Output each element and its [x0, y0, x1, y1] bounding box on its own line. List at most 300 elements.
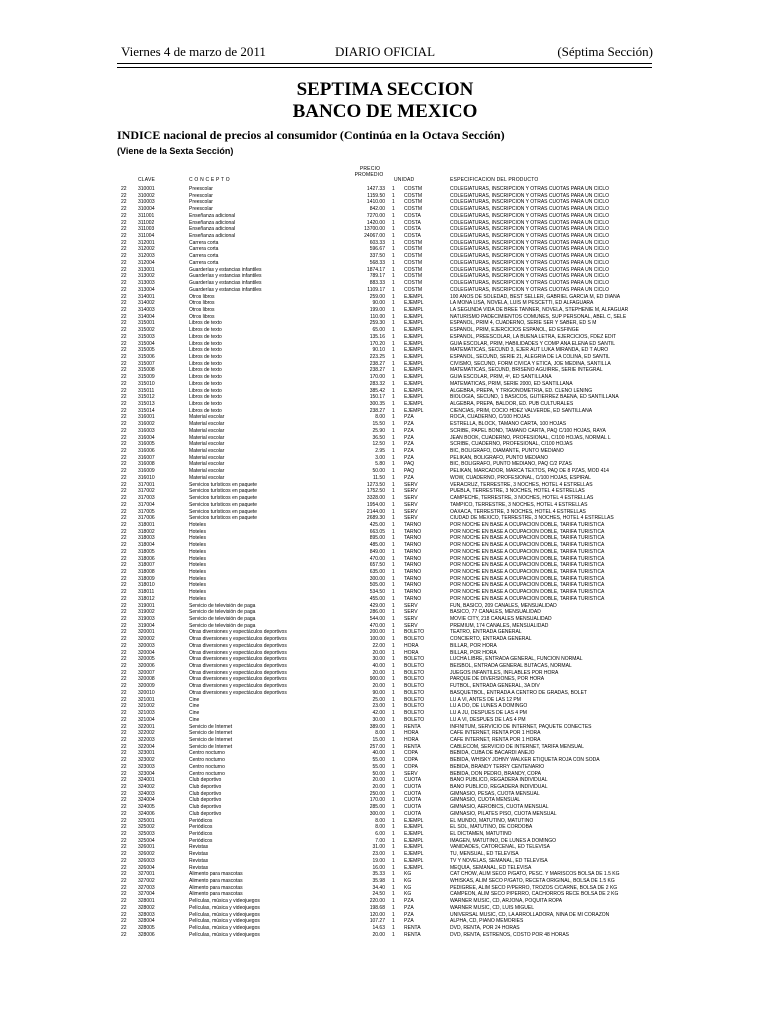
cell-cantidad: 1 — [392, 333, 395, 340]
cell-concepto: Material escolar — [189, 461, 225, 468]
table-row — [0, 260, 770, 267]
cell-clave: 316004 — [138, 434, 155, 441]
cell-unidad: HORA — [404, 649, 419, 656]
cell-cantidad: 1 — [392, 663, 395, 670]
cell-precio: 14.63 — [372, 925, 385, 932]
cell-concepto: Periódicos — [189, 817, 213, 824]
cell-cantidad: 1 — [392, 448, 395, 455]
cell-especificacion: POR NOCHE EN BASE A OCUPACION DOBLE, TARIFA TURISTICA — [450, 562, 605, 569]
cell-clave: 315006 — [138, 353, 155, 360]
table-row — [0, 717, 770, 724]
cell-unidad: TARNO — [404, 575, 422, 582]
cell-cantidad: 1 — [392, 891, 395, 898]
cell-precio: 3328.00 — [366, 495, 385, 502]
cell-precio: 7270.00 — [366, 212, 385, 219]
table-row — [0, 341, 770, 348]
cell-cantidad: 1 — [392, 542, 395, 549]
cell-especificacion: WHISKAS, ALIM SECO P/GATO, RECETA ORIGINAL, BOLSA DE 1.5 KG — [450, 878, 615, 885]
table-row — [0, 851, 770, 858]
cell-concepto: Hoteles — [189, 555, 206, 562]
cell-concepto: Otras diversiones y espectáculos deportivos — [189, 663, 287, 670]
cell-unidad: TARNO — [404, 595, 422, 602]
cell-cantidad: 1 — [392, 226, 395, 233]
cell-especificacion: ESPAÑOL, PRIM, EJERCICIOS ESPAÑOL, ED ESFINGE — [450, 327, 580, 334]
cell-entidad: 22 — [121, 891, 127, 898]
cell-concepto: Películas, música y videojuegos — [189, 898, 260, 905]
cell-concepto: Guarderías y estancias infantiles — [189, 273, 262, 280]
table-row — [0, 388, 770, 395]
cell-especificacion: CIVISMO, SECUND, FORM CIVICA Y ETICA, JOE MEDINA, SANTILLA — [450, 360, 611, 367]
cell-entidad: 22 — [121, 239, 127, 246]
cell-clave: 321004 — [138, 716, 155, 723]
cell-especificacion: MATEMATICAS, SECUND 3, EJER AUT LUKA MIRANDA, ED T AURO — [450, 347, 609, 354]
table-row — [0, 858, 770, 865]
cell-unidad: BOLETO — [404, 629, 425, 636]
cell-entidad: 22 — [121, 401, 127, 407]
cell-unidad: PZA — [404, 441, 414, 448]
cell-unidad: SERV — [404, 770, 418, 777]
cell-entidad: 22 — [121, 750, 127, 757]
table-row — [0, 267, 770, 274]
cell-unidad: BOLETO — [404, 676, 425, 683]
cell-unidad: COSTA — [404, 233, 421, 240]
cell-entidad: 22 — [121, 508, 127, 515]
cell-precio: 65.00 — [372, 327, 385, 334]
cell-precio: 30.00 — [372, 656, 385, 663]
table-row — [0, 401, 770, 408]
cell-precio: 485.00 — [369, 542, 385, 549]
cell-clave: 310003 — [138, 199, 155, 206]
cell-cantidad: 1 — [392, 454, 395, 461]
cell-precio: 6.00 — [375, 831, 385, 837]
cell-entidad: 22 — [121, 864, 127, 871]
cell-entidad: 22 — [121, 380, 127, 387]
cell-unidad: COSTM — [404, 266, 423, 273]
header-date: Viernes 4 de marzo de 2011 — [121, 44, 266, 59]
cell-clave: 315005 — [138, 347, 155, 354]
cell-especificacion: GUIA ESCOLAR, PRIM, HABILIDADES Y COMP ANA ELENA ED SANTIL — [450, 340, 616, 347]
cell-concepto: Alimento para mascotas — [189, 884, 243, 891]
table-row — [0, 784, 770, 791]
cell-concepto: Libros de texto — [189, 327, 222, 334]
cell-entidad: 22 — [121, 340, 127, 347]
table-row — [0, 233, 770, 240]
cell-precio: 7.00 — [375, 837, 385, 844]
cell-precio: 1159.50 — [367, 192, 385, 199]
cell-concepto: Enseñanza adicional — [189, 212, 236, 219]
cell-unidad: COSTM — [404, 192, 423, 199]
cell-unidad: RENTA — [404, 743, 421, 750]
cell-precio: 1427.33 — [366, 186, 385, 192]
table-row — [0, 804, 770, 811]
cell-cantidad: 1 — [392, 656, 395, 663]
cell-unidad: RENTA — [404, 925, 421, 932]
cell-clave: 320010 — [138, 689, 155, 696]
cell-unidad: BOLETO — [404, 716, 425, 723]
cell-unidad: HORA — [404, 736, 419, 743]
cell-cantidad: 1 — [392, 716, 395, 723]
cell-unidad: EJEMPL — [404, 817, 424, 824]
cell-cantidad: 1 — [392, 844, 395, 851]
cell-unidad: EJEMPL — [404, 824, 424, 831]
cell-cantidad: 1 — [392, 495, 395, 502]
cell-concepto: Hoteles — [189, 521, 206, 528]
cell-clave: 314002 — [138, 300, 155, 307]
table-row — [0, 488, 770, 495]
cell-unidad: COPA — [404, 750, 418, 757]
cell-concepto: Club deportivo — [189, 810, 222, 817]
table-row — [0, 441, 770, 448]
table-row — [0, 878, 770, 885]
table-row — [0, 777, 770, 784]
table-row — [0, 455, 770, 462]
cell-precio: 2.95 — [375, 448, 385, 455]
table-row — [0, 757, 770, 764]
cell-clave: 318012 — [138, 595, 155, 602]
cell-unidad: COSTM — [404, 259, 423, 266]
cell-especificacion: COLEGIATURAS, INSCRIPCION Y OTRAS CUOTAS PARA UN CICLO — [450, 199, 610, 206]
cell-especificacion: POR NOCHE EN BASE A OCUPACION DOBLE, TARIFA TURISTICA — [450, 535, 605, 542]
cell-entidad: 22 — [121, 689, 127, 696]
cell-concepto: Servicio de Internet — [189, 723, 233, 730]
table-row — [0, 334, 770, 341]
table-row — [0, 213, 770, 220]
cell-cantidad: 1 — [392, 857, 395, 864]
cell-cantidad: 1 — [392, 259, 395, 266]
cell-clave: 315007 — [138, 360, 155, 367]
cell-unidad: EJEMPL — [404, 340, 424, 347]
cell-clave: 315004 — [138, 340, 155, 347]
cell-clave: 313003 — [138, 280, 155, 287]
cell-unidad: PZA — [404, 421, 414, 428]
col-header-clave: CLAVE — [138, 177, 156, 183]
table-row — [0, 408, 770, 415]
cell-clave: 324004 — [138, 797, 155, 804]
cell-concepto: Películas, música y videojuegos — [189, 925, 260, 932]
cell-especificacion: ESPAÑOL, SECUND, SERIE 21, ALEGRIA DE LA COLINA, ED SANTIL — [450, 353, 610, 360]
table-row — [0, 475, 770, 482]
table-row — [0, 240, 770, 247]
cell-cantidad: 1 — [392, 347, 395, 354]
cell-especificacion: BILLAR, POR HORA — [450, 642, 497, 649]
cell-cantidad: 1 — [392, 864, 395, 871]
cell-clave: 318007 — [138, 562, 155, 569]
cell-cantidad: 1 — [392, 589, 395, 596]
cell-entidad: 22 — [121, 461, 127, 468]
cell-entidad: 22 — [121, 683, 127, 690]
cell-concepto: Material escolar — [189, 414, 225, 421]
cell-concepto: Otros libros — [189, 306, 215, 313]
cell-cantidad: 1 — [392, 548, 395, 555]
cell-clave: 315010 — [138, 380, 155, 387]
cell-precio: 12.50 — [372, 441, 385, 448]
cell-precio: 200.00 — [369, 629, 385, 636]
cell-precio: 120.00 — [369, 911, 385, 918]
cell-entidad: 22 — [121, 871, 127, 878]
cell-entidad: 22 — [121, 501, 127, 508]
cell-clave: 314004 — [138, 313, 155, 320]
table-row — [0, 569, 770, 576]
table-row — [0, 576, 770, 583]
cell-unidad: PZA — [404, 448, 414, 455]
cell-clave: 319004 — [138, 622, 155, 629]
cell-concepto: Libros de texto — [189, 394, 222, 401]
cell-precio: 842.00 — [369, 206, 385, 213]
cell-precio: 199.00 — [369, 306, 385, 313]
cell-entidad: 22 — [121, 353, 127, 360]
cell-clave: 316010 — [138, 474, 155, 481]
cell-unidad: EJEMPL — [404, 360, 424, 367]
cell-especificacion: POR NOCHE EN BASE A OCUPACION DOBLE, TARIFA TURISTICA — [450, 582, 605, 589]
cell-clave: 318006 — [138, 555, 155, 562]
cell-cantidad: 1 — [392, 401, 395, 407]
cell-cantidad: 1 — [392, 736, 395, 743]
cell-precio: 1954.00 — [366, 501, 385, 508]
cell-unidad: COSTM — [404, 286, 423, 293]
table-row — [0, 650, 770, 657]
cell-cantidad: 1 — [392, 911, 395, 918]
cell-cantidad: 1 — [392, 810, 395, 817]
cell-cantidad: 1 — [392, 212, 395, 219]
cell-clave: 313002 — [138, 273, 155, 280]
cell-clave: 326003 — [138, 857, 155, 864]
cell-clave: 315003 — [138, 333, 155, 340]
table-row — [0, 549, 770, 556]
cell-entidad: 22 — [121, 521, 127, 528]
cell-unidad: SERV — [404, 602, 418, 609]
cell-concepto: Servicio de televisión de paga — [189, 602, 256, 609]
cell-precio: 1752.50 — [366, 488, 385, 495]
cell-concepto: Libros de texto — [189, 347, 222, 354]
cell-unidad: CUOTA — [404, 790, 422, 797]
cell-precio: 1874.17 — [366, 266, 385, 273]
cell-especificacion: EL SOL, MATUTINO, DE CORDOBA — [450, 824, 533, 831]
cell-cantidad: 1 — [392, 837, 395, 844]
cell-cantidad: 1 — [392, 421, 395, 428]
cell-entidad: 22 — [121, 313, 127, 320]
cell-clave: 320006 — [138, 663, 155, 670]
cell-cantidad: 1 — [392, 562, 395, 569]
cell-entidad: 22 — [121, 810, 127, 817]
cell-precio: 568.33 — [369, 259, 385, 266]
table-row — [0, 885, 770, 892]
table-row — [0, 871, 770, 878]
cell-clave: 316003 — [138, 427, 155, 434]
cell-concepto: Servicios turísticos en paquete — [189, 515, 258, 522]
table-row — [0, 562, 770, 569]
table-row — [0, 367, 770, 374]
cell-precio: 534.50 — [369, 589, 385, 596]
table-row — [0, 912, 770, 919]
cell-unidad: SERV — [404, 501, 418, 508]
cell-especificacion: ROCA, CUADERNO, C/100 HOJAS — [450, 414, 531, 421]
cell-cantidad: 1 — [392, 320, 395, 327]
cell-unidad: SERV — [404, 622, 418, 629]
cell-concepto: Libros de texto — [189, 387, 222, 394]
table-row — [0, 791, 770, 798]
cell-concepto: Libros de texto — [189, 367, 222, 374]
cell-entidad: 22 — [121, 306, 127, 313]
cell-entidad: 22 — [121, 736, 127, 743]
cell-entidad: 22 — [121, 441, 127, 448]
cell-concepto: Material escolar — [189, 448, 225, 455]
cell-cantidad: 1 — [392, 918, 395, 925]
cell-concepto: Libros de texto — [189, 340, 222, 347]
bank-title: BANCO DE MEXICO — [292, 101, 478, 122]
cell-concepto: Guarderías y estancias infantiles — [189, 266, 262, 273]
cell-precio: 55.00 — [372, 763, 385, 770]
cell-clave: 328006 — [138, 931, 155, 938]
cell-unidad: BOLETO — [404, 663, 425, 670]
cell-clave: 317004 — [138, 501, 155, 508]
cell-entidad: 22 — [121, 394, 127, 401]
cell-precio: 663.05 — [369, 528, 385, 535]
cell-precio: 603.33 — [369, 239, 385, 246]
cell-concepto: Material escolar — [189, 421, 225, 428]
cell-clave: 328005 — [138, 925, 155, 932]
cell-unidad: COSTM — [404, 239, 423, 246]
cell-precio: 42.00 — [372, 710, 385, 717]
cell-cantidad: 1 — [392, 568, 395, 575]
table-row — [0, 744, 770, 751]
cell-clave: 319001 — [138, 602, 155, 609]
cell-especificacion: BEBIDA, CUBA DE BACARDI AÑEJO — [450, 750, 535, 757]
cell-clave: 315001 — [138, 320, 155, 327]
cell-precio: 15.00 — [372, 736, 385, 743]
cell-especificacion: GIMNASIO, PESAS, CUOTA MENSUAL — [450, 790, 540, 797]
table-row — [0, 435, 770, 442]
cell-entidad: 22 — [121, 710, 127, 717]
cell-cantidad: 1 — [392, 199, 395, 206]
cell-unidad: EJEMPL — [404, 353, 424, 360]
cell-especificacion: UNIVERSAL MUSIC, CD, LA ARROLLADORA, NIÑA DE MI CORAZON — [450, 911, 610, 918]
table-row — [0, 616, 770, 623]
cell-unidad: KG — [404, 878, 412, 885]
cell-entidad: 22 — [121, 904, 127, 911]
cell-especificacion: PELIKAN, MARCADOR, MARCA TEXTOS, PAQ DE 8 PZAS, MOD 414 — [450, 468, 609, 475]
table-row — [0, 670, 770, 677]
cell-entidad: 22 — [121, 555, 127, 562]
cell-concepto: Libros de texto — [189, 333, 222, 340]
cell-precio: 50.00 — [372, 468, 385, 475]
cell-concepto: Revistas — [189, 851, 209, 858]
cell-especificacion: 100 AÑOS DE SOLEDAD, BEST SELLER, GABRIEL GARCIA M, ED DIANA — [450, 293, 621, 300]
cell-especificacion: POR NOCHE EN BASE A OCUPACION DOBLE, TARIFA TURISTICA — [450, 589, 605, 596]
cell-clave: 323002 — [138, 757, 155, 764]
cell-unidad: EJEMPL — [404, 347, 424, 354]
cell-precio: 849.00 — [369, 548, 385, 555]
cell-unidad: EJEMPL — [404, 374, 424, 381]
cell-cantidad: 1 — [392, 723, 395, 730]
cell-unidad: BOLETO — [404, 683, 425, 690]
cell-especificacion: MATEMATICAS, SECUND, BRISEÑO AGUIRRE, SERIE INTEGRAL — [450, 367, 603, 374]
cell-entidad: 22 — [121, 783, 127, 790]
table-row — [0, 764, 770, 771]
cell-especificacion: LU A VI, ANTES DE LAS 12 PM — [450, 696, 521, 703]
cell-precio: 657.50 — [369, 562, 385, 569]
cell-precio: 635.00 — [369, 568, 385, 575]
cell-cantidad: 1 — [392, 683, 395, 690]
cell-especificacion: DVD, RENTA, POR 24 HORAS — [450, 925, 520, 932]
table-row — [0, 603, 770, 610]
cell-concepto: Hoteles — [189, 542, 206, 549]
cell-clave: 318004 — [138, 542, 155, 549]
cell-cantidad: 1 — [392, 374, 395, 381]
cell-clave: 314003 — [138, 306, 155, 313]
cell-clave: 328001 — [138, 898, 155, 905]
cell-unidad: RENTA — [404, 931, 421, 938]
cell-clave: 324006 — [138, 810, 155, 817]
cell-cantidad: 1 — [392, 515, 395, 522]
cell-clave: 318009 — [138, 575, 155, 582]
cell-concepto: Material escolar — [189, 427, 225, 434]
cell-precio: 16.00 — [372, 864, 385, 871]
cell-especificacion: COLEGIATURAS, INSCRIPCION Y OTRAS CUOTAS PARA UN CICLO — [450, 226, 610, 233]
cell-unidad: COPA — [404, 757, 418, 764]
cell-clave: 322003 — [138, 736, 155, 743]
cell-clave: 310001 — [138, 186, 155, 192]
cell-precio: 1109.17 — [367, 286, 385, 293]
cell-unidad: SERV — [404, 481, 418, 488]
cell-entidad: 22 — [121, 663, 127, 670]
cell-especificacion: CAFE INTERNET, RENTA POR 1 HORA — [450, 736, 541, 743]
cell-especificacion: COLEGIATURAS, INSCRIPCION Y OTRAS CUOTAS PARA UN CICLO — [450, 280, 610, 287]
cell-unidad: COSTM — [404, 246, 423, 253]
cell-entidad: 22 — [121, 757, 127, 764]
table-row — [0, 421, 770, 428]
cell-cantidad: 1 — [392, 904, 395, 911]
cell-precio: 286.00 — [369, 609, 385, 616]
cell-concepto: Otras diversiones y espectáculos deportivos — [189, 629, 287, 636]
cell-unidad: TARNO — [404, 589, 422, 596]
cell-precio: 50.00 — [372, 770, 385, 777]
cell-clave: 321001 — [138, 696, 155, 703]
cell-clave: 319003 — [138, 616, 155, 622]
cell-especificacion: TEATRO, ENTRADA GENERAL — [450, 629, 522, 636]
cell-cantidad: 1 — [392, 689, 395, 696]
cell-concepto: Servicios turísticos en paquete — [189, 508, 258, 515]
cell-precio: 170.20 — [369, 340, 385, 347]
cell-cantidad: 1 — [392, 884, 395, 891]
cell-entidad: 22 — [121, 280, 127, 287]
cell-cantidad: 1 — [392, 595, 395, 602]
cell-entidad: 22 — [121, 374, 127, 381]
cell-clave: 315009 — [138, 374, 155, 381]
cell-concepto: Hoteles — [189, 548, 206, 555]
cell-cantidad: 1 — [392, 239, 395, 246]
cell-cantidad: 1 — [392, 649, 395, 656]
cell-precio: 170.00 — [369, 797, 385, 804]
cell-clave: 315011 — [138, 387, 155, 394]
cell-concepto: Centro nocturno — [189, 757, 225, 764]
cell-cantidad: 1 — [392, 266, 395, 273]
cell-especificacion: OAXACA, TERRESTRE, 3 NOCHES, HOTEL 4 ESTRELLAS — [450, 508, 586, 515]
cell-concepto: Cine — [189, 696, 200, 703]
cell-especificacion: BAÑO PUBLICO, REGADERA INDIVIDUAL — [450, 783, 548, 790]
cell-entidad: 22 — [121, 488, 127, 495]
cell-concepto: Alimento para mascotas — [189, 878, 243, 885]
cell-especificacion: COLEGIATURAS, INSCRIPCION Y OTRAS CUOTAS PARA UN CICLO — [450, 212, 610, 219]
cell-precio: 8.00 — [375, 817, 385, 824]
table-row — [0, 502, 770, 509]
cell-unidad: CUOTA — [404, 777, 422, 784]
cell-clave: 311002 — [138, 219, 155, 226]
cell-clave: 324002 — [138, 783, 155, 790]
table-row — [0, 468, 770, 475]
table-row — [0, 314, 770, 321]
cell-unidad: BOLETO — [404, 710, 425, 717]
cell-clave: 317003 — [138, 495, 155, 502]
